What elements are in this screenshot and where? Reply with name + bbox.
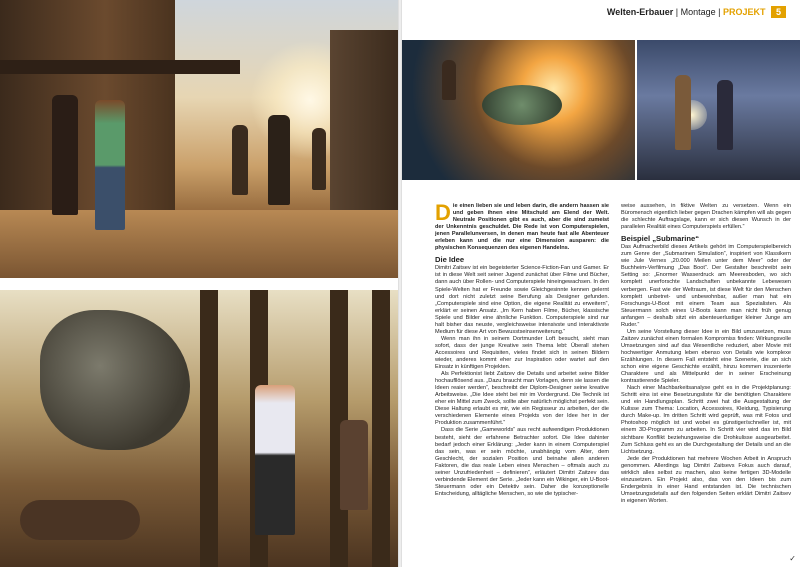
detective-figure: [675, 75, 691, 150]
woman-figure: [52, 95, 78, 215]
dragon-forest-photo: [0, 290, 400, 567]
body-paragraph: Wenn man ihn in seinem Dortmunder Loft besucht, sieht man sofort, dass der junge Kreative sein Thema lebt: Überall stehen Accessoires und Requisiten, vieles findet sich in seinen Bildern wieder, anderes kommt eher zur Inspiration oder wartet auf den Einsatz in künftigen Projekten.: [435, 335, 609, 371]
drop-cap: D: [435, 200, 451, 225]
western-town-photo: [0, 0, 400, 278]
text-column-2: [621, 203, 791, 505]
cowboy-figure: [232, 125, 248, 195]
body-paragraph: Jede der Produktionen hat mehrere Wochen Arbeit in Anspruch genommen. Allerdings lag Dimitri Zaitsevs Fokus auch darauf, wirklich alles selbst zu machen, also keine fertigen 3D-Modelle einzusetzen. Ein Projekt also, das von den Ideen bis zum Endergebnis in einer Hand entstanden ist. Die technischen Umsetzungsdetails auf den folgenden Seiten erklärt Dimitri Zaitsev in eigenen Worten.: [621, 455, 791, 504]
corner-signature-icon: ✓: [789, 554, 796, 563]
submarine-underwater-photo: [402, 40, 635, 180]
page-number: 5: [771, 6, 786, 18]
cowboy-figure: [312, 128, 326, 190]
body-paragraph: Dimitri Zaitsev ist ein begeisterter Science-Fiction-Fan und Gamer. Er ist in diese Welt seit seiner Jugend zunächst über Filme und Bücher, dann auch über Rollen- und Computerspiele hineingewachsen. In den Spiele-Welten hat er Freunde sowie Gleichgesinnte kennen gelernt und dort nicht zuletzt seine Berufung als Designer gefunden. „Computerspiele sind eine Option, die eigene Realität zu erweitern“, erklärt er seinen Ansatz. „Im Kern haben Filme, Bücher, klassische Spiele und Bilder eine ähnliche Funktion. Computerspiele sind nur halt bisher das neuste, vergleichsweise intensivste und interaktivste Medium für diese Art von Bewusstseinserweiterung.“: [435, 265, 609, 335]
header-separator: |: [673, 7, 681, 17]
body-paragraph: weise aussehen, in fiktive Welten zu versetzen. Wenn ein Büromensch eigentlich lieber gegen Drachen kämpfen will als gegen die schlechte Auftragslage, kann er sich diesen Wunsch in der parallelen Realität eines Computerspiels erfüllen.“: [621, 203, 791, 231]
body-paragraph: Dass die Serie „Gameworlds“ aus recht aufwendigen Produktionen besteht, sieht der erfahrene Betrachter sofort. Die Idee dahinter bedarf jedoch einer Erklärung: „Jeder kann in einem Computerspiel das sein, was er sein möchte, unabhängig vom Alter, dem Geschlecht, der sozialen Position und beinahe allen anderen Faktoren, die das reale Leben eines Menschen – oftmals auch zu seiner Unzufriedenheit – definieren“, erläutert Dimitri Zaitzev das verbindende Element der Serie. „Jeder kann ein Wikinger, ein U-Boot-Steuermann oder ein Detektiv sein. Daher die konzeptionelle Entscheidung, alltägliche Menschen, so wie die typischer-: [435, 427, 609, 497]
intro-paragraph: [435, 200, 609, 252]
tree-trunk: [372, 290, 390, 567]
header-label: PROJEKT: [722, 7, 766, 17]
body-paragraph: Um seine Vorstellung dieser Idee in ein Bild umzusetzen, muss Zaitzev zunächst einen formalen Kompromiss finden: Wirkungsvolle Umsetzungen sind auf das Wesentliche reduziert, aber Movie mit hochwertiger Anmutung leben ebenso von Details wie komplexe Erzählungen. In diesem Fall entsteht eine Szenerie, die an sich schon eine eigene Geschichte erzählt, hinzu kommen inszenierte Charaktere und als Mittelpunkt der in seiner Erscheinung kontrastierende Spieler.: [621, 328, 791, 385]
body-paragraph: Das Aufmacherbild dieses Artikels gehört im Computerspielbereich zum Genre der „Submarinen Simulation“, inspiriert von Klassikern wie Jule Vernes „20.000 Meilen unter dem Meer“ oder der Buchheim-Verfilmung „Das Boot“. Der Gestalter beschreibt sein Setting so: „Enormer Wasserdruck am Meeresboden, wo sich komplett unerforschte Landschaften unbekannte Lebewesen verbergen. Fast wie der Weltraum, ist diese Welt für den Menschen komplett unbetret- und unbewohnbar, außer man hat ein Forschungs-U-Boot mit einem Team aus Spezialisten. Als Steuermann solch eines U-Boots kann man nicht früh genug anfangen – deshalb sitzt ein abenteuerlustiger kleiner Junge am Ruder.“: [621, 244, 791, 328]
page-header: [607, 6, 786, 18]
header-section: Welten-Erbauer: [606, 7, 674, 17]
businessman-figure: [255, 385, 295, 535]
body-paragraph: Als Perfektionist liebt Zaitzev die Details und arbeitet seine Bilder hochaufllösend aus. „Dazu braucht man Vorlagen, denn sie lassen die Ideen reaier werden“, beschreibt der Diplom-Designer seine kreative Arbeitsweise. „Die Idee steht bei mir im Vordergrund. Die Technik ist eher ein Mittel zum Zweck, sollte aber natürlich möglichst perfekt sein. Diese Haltung erlaubt es mir, wie ein Regisseur zu arbeiten, der die verschiedenen Elemente eines Projekts von der Idee her in der Produktion zusammenführt.“: [435, 371, 609, 427]
header-separator: |: [715, 7, 723, 17]
section-heading: Die Idee: [435, 255, 465, 265]
body-paragraph: Nach einer Machbarkeitsanalyse geht es in die Projektplanung: Schritt eins ist eine Besetzungsliste für die benötigten Charaktere und ein Handlungsplan. Schritt zwei hat die Ausgestaltung der Kulisse zum Thema: Location, Accessoires, Kleidung, Typisierung durch Make-up. Im dritten Schritt wird geprüft, was mit Fotos und Photoshop möglich ist und wobei es günstiger/schneller ist, mit einem 3D-Programm zu arbeiten. In Schritt vier wird das im Bild sichtbare Konflikt beziehungsweise die Drohkulisse ausgearbeitet. Zum Schluss geht es an die Durchgestaltung der Details und an die Lichtsetzung.: [621, 385, 791, 455]
hydra-dragon: [40, 310, 190, 450]
saloon-building: [0, 0, 175, 230]
archer-figure: [340, 420, 368, 510]
tree-trunk: [200, 290, 218, 567]
man-green-shirt-figure: [95, 100, 125, 230]
dirt-street: [0, 210, 400, 278]
section-heading: Beispiel „Submarine“: [621, 234, 700, 244]
woman-figure: [717, 80, 733, 150]
cowboy-figure: [268, 115, 290, 205]
submarine-craft: [482, 85, 562, 125]
intro-text: ie einen lieben sie und leben darin, die andern hassen sie und geben ihnen eine Mitschuld am Elend der Welt. Neutrale Positionen gibt es auch, aber die sind zumeist der Unkenntnis geschuldet. Die Rede ist von Computerspielen, jenen Parallelunversen, in denen man heute fast alle Abenteuer erleben kann und die nur eine Dimension ausparen: die physischen Konsequenzen des eigenen Handelns.: [435, 203, 609, 252]
night-street-photo: [637, 40, 800, 180]
header-sub: Montage: [680, 7, 716, 17]
fallen-warrior-figure: [20, 500, 140, 540]
captain-figure: [442, 60, 456, 100]
porch-roof: [0, 60, 240, 74]
text-column-1: [435, 200, 609, 498]
